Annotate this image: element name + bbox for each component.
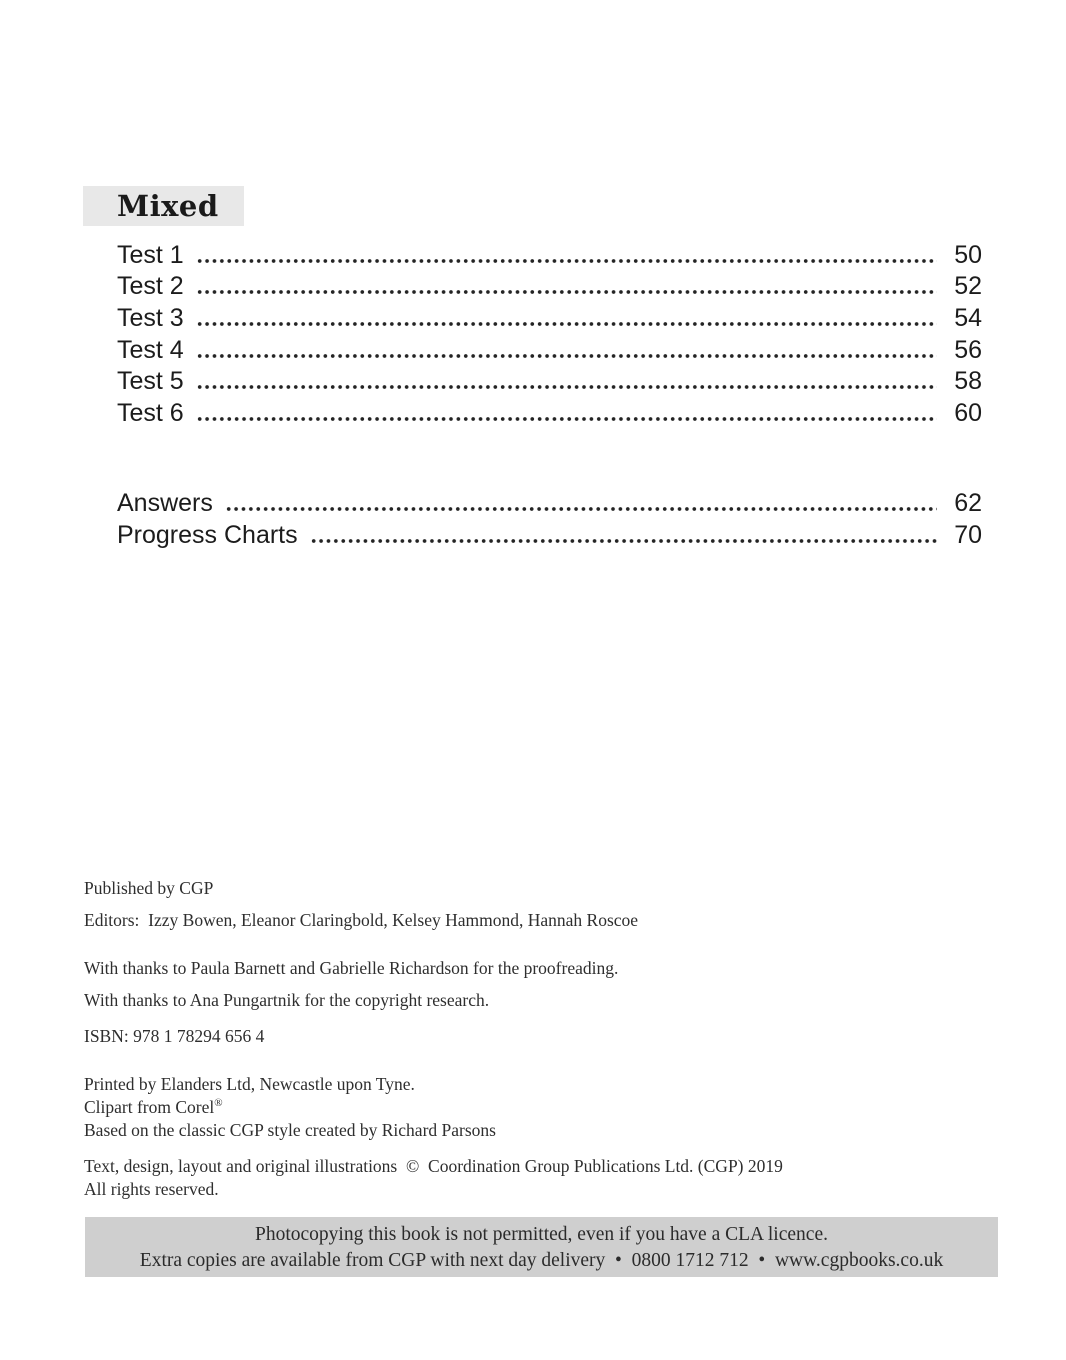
extra-copies-line: Extra copies are available from CGP with next day delivery • 0800 1712 712 • www.cgpbooks.co.uk — [139, 1250, 944, 1271]
toc-entry-page: 54 — [954, 304, 982, 333]
table-of-contents — [117, 237, 982, 549]
published-by-line: Published by CGP — [84, 878, 214, 898]
toc-entry-test-3 — [117, 300, 982, 332]
toc-entry-label: Test 2 — [117, 272, 184, 301]
printed-by-line: Printed by Elanders Ltd, Newcastle upon Tyne. — [84, 1074, 415, 1094]
dot-leader — [196, 416, 937, 422]
editors-line: Editors: Izzy Bowen, Eleanor Claringbold, Kelsey Hammond, Hannah Roscoe — [84, 910, 639, 930]
toc-entry-label: Test 1 — [117, 240, 184, 269]
toc-entry-answers — [117, 485, 982, 517]
toc-entry-test-1 — [117, 237, 982, 269]
dot-leader — [196, 384, 937, 390]
dot-leader — [196, 289, 937, 295]
toc-entry-test-4 — [117, 332, 982, 364]
dot-leader — [196, 321, 937, 327]
photocopying-notice-box — [85, 1217, 998, 1277]
toc-entry-test-6 — [117, 395, 982, 427]
toc-entry-test-5 — [117, 364, 982, 396]
clipart-text: Clipart from Corel — [84, 1097, 215, 1117]
toc-entry-test-2 — [117, 269, 982, 301]
toc-entry-page: 50 — [954, 240, 982, 269]
dot-leader — [196, 258, 937, 264]
toc-entry-page: 60 — [954, 399, 982, 428]
toc-entry-page: 58 — [954, 367, 982, 396]
toc-entry-label: Test 6 — [117, 399, 184, 428]
toc-entry-page: 52 — [954, 272, 982, 301]
dot-leader — [196, 353, 937, 359]
based-on-line: Based on the classic CGP style created by Richard Parsons — [84, 1120, 496, 1140]
toc-entry-page: 56 — [954, 335, 982, 364]
copyright-line: Text, design, layout and original illustrations © Coordination Group Publications Ltd. (CGP) 2019 — [84, 1156, 783, 1176]
rights-reserved-line: All rights reserved. — [84, 1179, 219, 1199]
toc-entry-progress-charts — [117, 517, 982, 549]
toc-entry-label: Test 4 — [117, 335, 184, 364]
registered-trademark-symbol: ® — [214, 1097, 223, 1110]
colophon-block — [84, 877, 924, 1201]
toc-entry-label: Answers — [117, 488, 213, 517]
thanks-proofreading-line: With thanks to Paula Barnett and Gabrielle Richardson for the proofreading. — [84, 958, 619, 978]
clipart-line — [84, 1096, 924, 1119]
photocopying-notice-line: Photocopying this book is not permitted, even if you have a CLA licence. — [255, 1224, 828, 1245]
thanks-copyright-line: With thanks to Ana Pungartnik for the copyright research. — [84, 990, 490, 1010]
toc-entry-label: Progress Charts — [117, 520, 298, 549]
toc-entry-label: Test 3 — [117, 304, 184, 333]
toc-entry-label: Test 5 — [117, 367, 184, 396]
section-title: Mixed — [117, 189, 219, 223]
toc-entry-page: 62 — [954, 488, 982, 517]
isbn-line: ISBN: 978 1 78294 656 4 — [84, 1026, 265, 1046]
section-heading-mixed — [83, 186, 244, 226]
toc-entry-page: 70 — [954, 520, 982, 549]
dot-leader — [310, 538, 937, 544]
dot-leader — [225, 506, 937, 512]
